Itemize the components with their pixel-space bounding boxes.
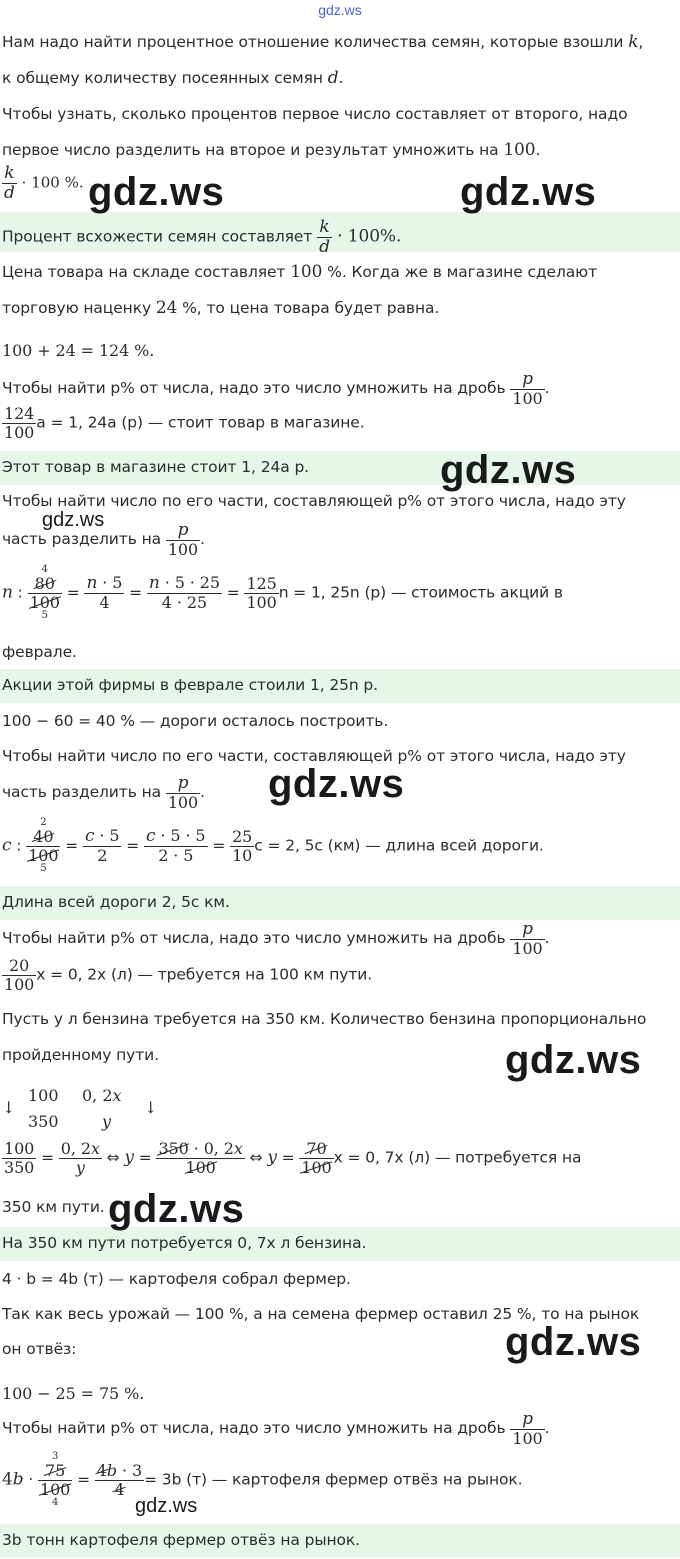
equation: 100 − 25 = 75 %. [2, 1384, 145, 1403]
text-line: феврале. [2, 643, 77, 661]
text-line: первое число разделить на второе и результат умножить на 100. [2, 140, 541, 160]
text-line: часть разделить на $\frac{p}{100}$ . [2, 520, 205, 559]
formula: $\frac{20}{100}$ x = 0, 2x (л) — требуется на 100 км пути. [4, 956, 373, 994]
watermark: gdz.ws [505, 1038, 642, 1082]
text-line: Чтобы найти p% от числа, надо это число умножить на дробь $\frac{p}{100}$ . [2, 919, 550, 958]
text-line: 100 − 60 = 40 % — дороги осталось построить. [2, 712, 389, 730]
formula: $\frac{k}{d}$ · 100 %. [4, 163, 84, 203]
text-line: Так как весь урожай — 100 %, а на семена фермер оставил 25 %, то на рынок [2, 1305, 640, 1323]
text-line: Чтобы найти p% от числа, надо это число умножить на дробь $\frac{p}{100}$ . [2, 369, 550, 408]
text-line: Пусть y л бензина требуется на 350 км. Количество бензина пропорционально [2, 1010, 647, 1028]
text-line: Чтобы найти число по его части, составляющей p% от этого числа, надо эту [2, 747, 626, 765]
text-line: пройденному пути. [2, 1046, 159, 1064]
text-line: Чтобы узнать, сколько процентов первое число составляет от второго, надо [2, 105, 628, 123]
formula: 4b · 3 75 100 4 = $\frac{4b \cdot 3}{4}$ = 3b (т) — картофеля фермер отвёз на рынок. [2, 1451, 523, 1509]
text-line: Чтобы найти p% от числа, надо это число умножить на дробь $\frac{p}{100}$ . [2, 1409, 550, 1448]
answer-text: На 350 км пути потребуется 0, 7x л бензина. [2, 1234, 367, 1252]
watermark: gdz.ws [268, 762, 405, 806]
watermark: gdz.ws [505, 1320, 642, 1364]
formula: n : 4 80 100 5 = $\frac{n \cdot 5}{4}$ = $\frac{n \cdot 5 \cdot 25}{4 \cdot 25}$ = $\frac{125}{100}$ n = 1, 25n (р) — стоимость акций в [2, 564, 563, 622]
answer-text: Длина всей дороги 2, 5c км. [2, 893, 230, 911]
text-line: Чтобы найти число по его части, составляющей p% от этого числа, надо эту [2, 492, 626, 510]
text-line: 350 км пути. [2, 1198, 105, 1216]
text-line: к общему количеству посеянных семян d. [2, 68, 344, 88]
watermark: gdz.ws [460, 170, 597, 214]
answer-text: Акции этой фирмы в феврале стоили 1, 25n р. [2, 676, 378, 694]
watermark: gdz.ws [88, 170, 225, 214]
watermark: gdz.ws [135, 1495, 198, 1517]
text-line: Цена товара на складе составляет 100 %. Когда же в магазине сделают [2, 262, 598, 282]
answer-text: Этот товар в магазине стоит 1, 24a р. [2, 458, 310, 476]
site-header-link[interactable]: gdz.ws [318, 2, 362, 18]
watermark: gdz.ws [108, 1187, 245, 1231]
formula: $\frac{100}{350}$ = $\frac{0, 2x}{y}$ ⇔ y = $\frac{350 \cdot 0, 2x}{100}$ ⇔ y = $\frac{70}{100}$ x = 0, 7x (л) — потребуется на [4, 1139, 582, 1177]
text-line: часть разделить на $\frac{p}{100}$ . [2, 773, 205, 812]
text-line: 4 · b = 4b (т) — картофеля собрал фермер. [2, 1270, 351, 1288]
text-line: Нам надо найти процентное отношение количества семян, которые взошли k, [2, 32, 644, 52]
formula: $\frac{124}{100}$ a = 1, 24a (р) — стоит товар в магазине. [4, 404, 365, 442]
equation: 100 + 24 = 124 %. [2, 341, 155, 360]
watermark: gdz.ws [42, 509, 105, 531]
answer-text: 3b тонн картофеля фермер отвёз на рынок. [2, 1531, 361, 1549]
text-line: он отвёз: [2, 1340, 77, 1358]
formula: c : 2 40 100 5 = $\frac{c \cdot 5}{2}$ = $\frac{c \cdot 5 \cdot 5}{2 \cdot 5}$ = $\frac{25}{10}$ c = 2, 5c (км) — длина всей дороги. [2, 817, 544, 875]
text-line: торговую наценку 24 %, то цена товара будет равна. [2, 298, 440, 318]
answer-text: Процент всхожести семян составляет $\frac{k}{d}$ · 100%. [2, 217, 402, 257]
watermark: gdz.ws [440, 448, 577, 492]
